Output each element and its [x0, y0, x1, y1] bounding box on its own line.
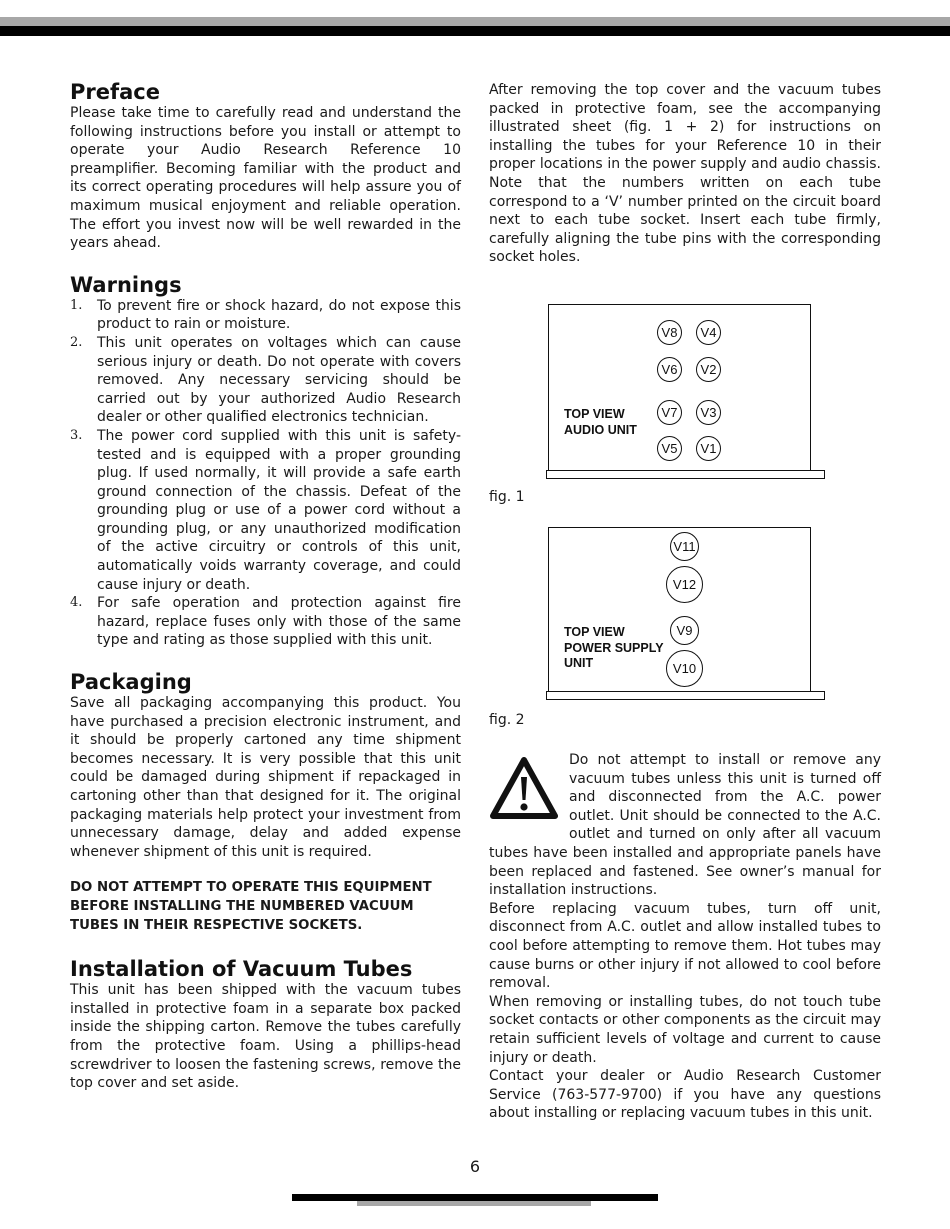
- header-rule-grey: [0, 17, 950, 26]
- fig1-diagram: [548, 304, 811, 472]
- tube-socket-v2: V2: [696, 357, 721, 382]
- fig1-caption: fig. 1: [489, 489, 525, 505]
- caution-text-2: Before replacing vacuum tubes, turn off unit, disconnect from A.C. outlet and allow installed tubes to cool before attempting to remove them. Hot tubes may cause burns or other injury if not allowed to cool before removal.: [489, 900, 881, 992]
- tube-socket-v9: V9: [670, 616, 699, 645]
- fig1-label: TOP VIEW AUDIO UNIT: [564, 407, 637, 437]
- fig2-label: TOP VIEW POWER SUPPLY UNIT: [564, 625, 664, 670]
- fig2-base: [546, 691, 825, 700]
- fig1-base: [546, 470, 825, 479]
- left-column: [70, 80, 461, 1093]
- tube-socket-v7: V7: [657, 400, 682, 425]
- warnings-heading: Warnings: [70, 272, 182, 297]
- operation-caution-text: DO NOT ATTEMPT TO OPERATE THIS EQUIPMENT BEFORE INSTALLING THE NUMBERED VACUUM TUBES IN THEIR RESPECTIVE SOCKETS.: [70, 880, 432, 933]
- tube-socket-v6: V6: [657, 357, 682, 382]
- warning-item: 2. This unit operates on voltages which can cause serious injury or death. Do not operate with covers removed. Any necessary servicing should be carried out by your authorized Audio Research dealer or other qualified electronics technician.: [70, 334, 461, 426]
- tube-socket-v8: V8: [657, 320, 682, 345]
- tube-socket-v12: V12: [666, 566, 703, 603]
- tube-socket-v1: V1: [696, 436, 721, 461]
- tube-socket-v3: V3: [696, 400, 721, 425]
- caution-text-3: When removing or installing tubes, do not touch tube socket contacts or other components as the circuit may retain sufficient levels of voltage and current to cause injury or death.: [489, 993, 881, 1066]
- preface-section: [70, 80, 461, 253]
- installation-continued-text: After removing the top cover and the vacuum tubes packed in protective foam, see the accompanying illustrated sheet (fig. 1 + 2) for instructions on installing the tubes for your Reference 10 in their proper locations in the power supply and audio chassis. Note that the numbers written on each tube correspond to a ‘V’ number printed on the circuit board next to each tube socket. Insert each tube firmly, carefully aligning the tube pins with the corresponding socket holes.: [489, 82, 881, 266]
- tube-socket-v11: V11: [670, 532, 699, 561]
- packaging-section: [70, 670, 461, 935]
- right-column: [489, 81, 881, 267]
- tube-socket-v5: V5: [657, 436, 682, 461]
- warning-item: 4. For safe operation and protection against fire hazard, replace fuses only with those of the same type and rating as those supplied with this unit.: [70, 595, 461, 649]
- preface-text: Please take time to carefully read and understand the following instructions before you install or attempt to operate your Audio Research Reference 10 preamplifier. Becoming familiar with the product and its correct operating procedures will help assure you of maximum musical enjoyment and reliable operation. The effort you invest now will be well rewarded in the years ahead.: [70, 105, 461, 252]
- packaging-heading: Packaging: [70, 670, 192, 695]
- preface-heading: Preface: [70, 80, 160, 104]
- installation-section: [70, 957, 461, 1093]
- installation-text: This unit has been shipped with the vacuum tubes installed in protective foam in a separate box packed inside the shipping carton. Remove the tubes carefully from the protective foam. Using a phillips-head screwdriver to loosen the fastening screws, remove the top cover and set aside.: [70, 982, 461, 1092]
- warning-triangle-icon: [490, 757, 558, 819]
- fig2-caption: fig. 2: [489, 712, 525, 728]
- caution-text-1: Do not attempt to install or remove any vacuum tubes unless this unit is turned off and disconnected from the A.C. power outlet. Unit should be connected to the A.C. outlet and turned on only after all vacuum tubes have been installed and appropriate panels have been replaced and fastened. See owner’s manual for installation instructions.: [489, 752, 881, 899]
- footer-rule-black: [292, 1194, 658, 1201]
- caution-text-4: Contact your dealer or Audio Research Customer Service (763-577-9700) if you have any questions about installing or replacing vacuum tubes in this unit.: [489, 1068, 881, 1122]
- footer-rule-grey: [357, 1201, 591, 1206]
- fig2-diagram: [548, 527, 811, 693]
- warnings-section: [70, 273, 461, 650]
- warnings-list: [70, 297, 461, 650]
- tube-socket-v4: V4: [696, 320, 721, 345]
- header-rule-black: [0, 26, 950, 36]
- installation-heading: Installation of Vacuum Tubes: [70, 957, 413, 982]
- tube-socket-v10: V10: [666, 650, 703, 687]
- page-number: 6: [469, 1157, 481, 1176]
- warning-item: 3. The power cord supplied with this unit is safety-tested and is equipped with a proper grounding plug. If used normally, it will provide a safe earth ground connection of the chassis. Defeat of the grounding plug or use of a power cord without a grounding plug, or any unauthorized modification of the active circuitry or controls of this unit, automatically voids warranty coverage, and could cause injury or death.: [70, 427, 461, 593]
- warning-item: 1. To prevent fire or shock hazard, do not expose this product to rain or moisture.: [70, 297, 461, 333]
- packaging-text: Save all packaging accompanying this product. You have purchased a precision electronic instrument, and it should be properly cartoned any time shipment becomes necessary. It is very possible that this unit could be damaged during shipment if repackaged in cartoning other than that designed for it. The original packaging materials help protect your investment from unnecessary damage, delay and added expense whenever shipment of this unit is required.: [70, 695, 461, 860]
